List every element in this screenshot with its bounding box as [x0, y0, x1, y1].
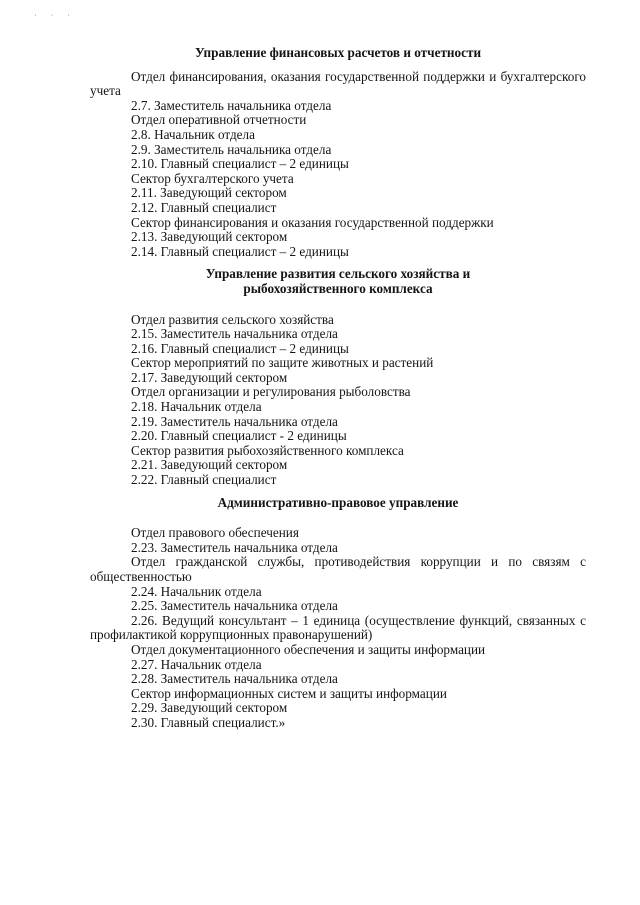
dept-operational-reporting: Отдел оперативной отчетности: [131, 112, 307, 128]
position-2-10: 2.10. Главный специалист – 2 единицы: [131, 156, 349, 172]
position-2-22: 2.22. Главный специалист: [131, 472, 277, 488]
sector-animal-plant-protection: Сектор мероприятий по защите животных и растений: [131, 355, 434, 371]
position-2-20: 2.20. Главный специалист - 2 единицы: [131, 428, 347, 444]
dept-legal-support: Отдел правового обеспечения: [131, 525, 299, 541]
position-2-23: 2.23. Заместитель начальника отдела: [131, 539, 338, 555]
position-2-8: 2.8. Начальник отдела: [131, 126, 255, 142]
position-2-24: 2.24. Начальник отдела: [131, 583, 262, 599]
position-2-21: 2.21. Заведующий сектором: [131, 457, 288, 473]
position-2-19: 2.19. Заместитель начальника отдела: [131, 413, 338, 429]
position-2-12: 2.12. Главный специалист: [131, 199, 277, 215]
dept-fishing-regulation: Отдел организации и регулирования рыболовства: [131, 384, 411, 400]
position-2-14: 2.14. Главный специалист – 2 единицы: [131, 243, 349, 259]
position-2-28: 2.28. Заместитель начальника отдела: [131, 671, 338, 687]
scan-specks: · · ·: [34, 11, 76, 20]
section-title-legal: Административно-правовое управление: [217, 494, 459, 510]
sector-fishery-development: Сектор развития рыбохозяйственного комплекса: [131, 442, 404, 458]
position-2-7: 2.7. Заместитель начальника отдела: [131, 97, 332, 113]
dept-agriculture-development: Отдел развития сельского хозяйства: [131, 311, 334, 327]
position-2-16: 2.16. Главный специалист – 2 единицы: [131, 340, 349, 356]
section-title-agriculture-line2: рыбохозяйственного комплекса: [243, 280, 433, 296]
position-2-17: 2.17. Заведующий сектором: [131, 369, 288, 385]
position-2-27: 2.27. Начальник отдела: [131, 656, 262, 672]
sector-financing-support: Сектор финансирования и оказания государственной поддержки: [131, 214, 494, 230]
sector-accounting: Сектор бухгалтерского учета: [131, 170, 294, 186]
dept-documentation: Отдел документационного обеспечения и защиты информации: [131, 641, 486, 657]
document-page: [90, 46, 586, 731]
position-2-29: 2.29. Заведующий сектором: [131, 700, 288, 716]
section-title-finance: Управление финансовых расчетов и отчетности: [194, 45, 482, 60]
position-2-26: 2.26. Ведущий консультант – 1 единица (осуществление функций, связанных с профилактикой коррупционных правонарушений): [90, 612, 586, 643]
position-2-13: 2.13. Заведующий сектором: [131, 229, 288, 245]
section-title-agriculture-line1: Управление развития сельского хозяйства и: [205, 266, 471, 282]
dept-financing-accounting: Отдел финансирования, оказания государственной поддержки и бухгалтерского учета: [90, 68, 586, 99]
dept-civil-service: Отдел гражданской службы, противодействия коррупции и по связям с общественностью: [90, 554, 586, 584]
position-2-11: 2.11. Заведующий сектором: [131, 185, 287, 201]
position-2-15: 2.15. Заместитель начальника отдела: [131, 326, 338, 342]
position-2-9: 2.9. Заместитель начальника отдела: [131, 141, 332, 157]
position-2-30: 2.30. Главный специалист.»: [131, 714, 286, 730]
section-title-agriculture: [90, 267, 586, 296]
position-2-18: 2.18. Начальник отдела: [131, 399, 262, 415]
sector-information-systems: Сектор информационных систем и защиты информации: [131, 685, 447, 701]
position-2-25: 2.25. Заместитель начальника отдела: [131, 598, 338, 614]
